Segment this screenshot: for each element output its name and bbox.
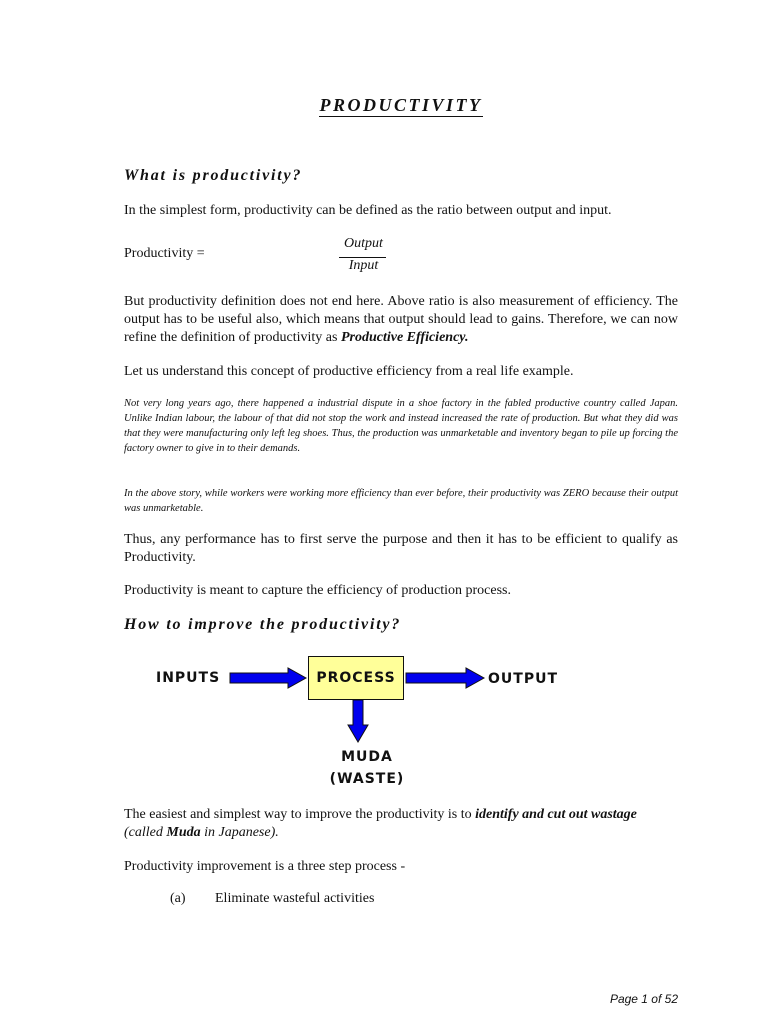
story-paragraph: Not very long years ago, there happened a industrial dispute in a shoe factory in the fabled productive country called Japan. Unlike Indian labour, the labour of that did not stop the work and instead increased the rate of production. But what they did was that they were manufacturing only left leg shoes. Thus, the production was unmarketable and inventory began to pile up forcing the factory owner to give in to their demands. [124,398,678,454]
emphasis-cut-wastage: identify and cut out wastage [475,807,637,822]
paragraph-performance: Thus, any performance has to first serve the purpose and then it has to be efficient to qualify as Productivity. [124,532,678,565]
section-heading-how-to-improve: How to improve the productivity? [124,616,402,633]
story-conclusion: In the above story, while workers were working more efficiency than ever before, their productivity was ZERO because their output was unmarketable. [124,488,678,514]
diagram-inputs-label: INPUTS [156,670,221,686]
paragraph-efficiency-capture: Productivity is meant to capture the efficiency of production process. [124,583,511,598]
formula-numerator: Output [344,236,383,251]
diagram-waste-label: (WASTE) [329,771,405,787]
list-item-label: (a) [170,891,186,906]
list-item-text: Eliminate wasteful activities [215,891,375,906]
paragraph-example-intro: Let us understand this concept of productive efficiency from a real life example. [124,364,574,379]
arrow-inputs-to-process [228,667,310,689]
process-box: PROCESS [308,656,404,700]
emphasis-muda: Muda [166,825,201,840]
paragraph-improve: The easiest and simplest way to improve the productivity is to identify and cut out wastage (called Muda in Japanese). [124,807,637,840]
diagram-muda-label: MUDA [341,749,393,765]
arrow-process-to-output [404,667,486,689]
paragraph-three-step: Productivity improvement is a three step process - [124,859,406,874]
productivity-formula [124,236,383,280]
paragraph-efficiency: But productivity definition does not end here. Above ratio is also measurement of efficiency. The output has to be useful also, which means that output should lead to gains. Therefore, we can now refine the definition of productivity as Productive Efficiency. [124,294,678,345]
paragraph-definition: In the simplest form, productivity can be defined as the ratio between output and input. [124,203,612,218]
emphasis-productive-efficiency: Productive Efficiency. [340,330,469,345]
arrow-process-to-muda [346,699,370,745]
formula-lhs: Productivity = [124,246,205,261]
section-heading-what-is: What is productivity? [124,167,303,184]
diagram-output-label: OUTPUT [488,671,558,687]
page-number: Page 1 of 52 [609,992,678,1006]
page-title: PRODUCTIVITY [319,95,483,115]
formula-denominator: Input [348,258,379,273]
